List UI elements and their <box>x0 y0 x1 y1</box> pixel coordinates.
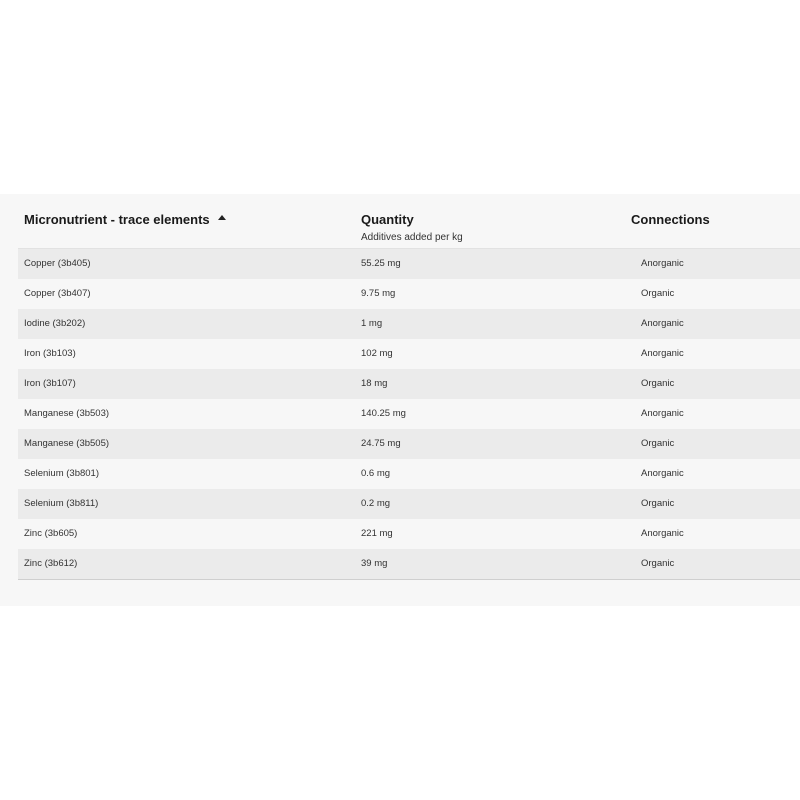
trace-elements-table <box>18 194 800 580</box>
header-quantity-label: Quantity <box>361 212 414 228</box>
table-body <box>18 248 800 580</box>
table-row <box>18 249 800 279</box>
table-row <box>18 429 800 459</box>
cell-micronutrient: Manganese (3b505) <box>24 438 110 449</box>
cell-micronutrient: Iron (3b107) <box>24 378 76 389</box>
cell-quantity: 221 mg <box>361 528 393 539</box>
table-row <box>18 399 800 429</box>
table-header <box>18 194 800 248</box>
cell-quantity: 0.2 mg <box>361 498 391 509</box>
cell-connection: Organic <box>641 438 675 449</box>
sort-ascending-icon[interactable] <box>218 215 226 220</box>
cell-micronutrient: Copper (3b405) <box>24 258 91 269</box>
cell-quantity: 9.75 mg <box>361 288 396 299</box>
cell-connection: Anorganic <box>641 468 684 479</box>
table-row <box>18 369 800 399</box>
table-row <box>18 309 800 339</box>
cell-connection: Anorganic <box>641 408 684 419</box>
cell-micronutrient: Zinc (3b605) <box>24 528 78 539</box>
cell-connection: Anorganic <box>641 528 684 539</box>
header-connections <box>631 211 710 229</box>
cell-quantity: 24.75 mg <box>361 438 401 449</box>
cell-quantity: 18 mg <box>361 378 388 389</box>
table-row <box>18 279 800 309</box>
table-row <box>18 459 800 489</box>
cell-connection: Organic <box>641 288 675 299</box>
cell-connection: Organic <box>641 498 675 509</box>
cell-connection: Anorganic <box>641 318 684 329</box>
cell-micronutrient: Iron (3b103) <box>24 348 76 359</box>
cell-quantity: 0.6 mg <box>361 468 391 479</box>
table-row <box>18 339 800 369</box>
cell-micronutrient: Selenium (3b811) <box>24 498 99 509</box>
table-row <box>18 519 800 549</box>
table-row <box>18 549 800 579</box>
cell-quantity: 55.25 mg <box>361 258 401 269</box>
cell-quantity: 39 mg <box>361 558 388 569</box>
trace-elements-panel <box>0 194 800 606</box>
header-connections-label: Connections <box>631 212 710 228</box>
cell-micronutrient: Copper (3b407) <box>24 288 91 299</box>
cell-micronutrient: Iodine (3b202) <box>24 318 86 329</box>
cell-quantity: 102 mg <box>361 348 393 359</box>
cell-quantity: 1 mg <box>361 318 383 329</box>
cell-micronutrient: Zinc (3b612) <box>24 558 78 569</box>
header-micronutrient-label[interactable]: Micronutrient - trace elements <box>24 212 210 228</box>
cell-quantity: 140.25 mg <box>361 408 406 419</box>
cell-micronutrient: Selenium (3b801) <box>24 468 99 479</box>
header-quantity-subtitle: Additives added per kg <box>361 232 463 243</box>
table-row <box>18 489 800 519</box>
cell-micronutrient: Manganese (3b503) <box>24 408 110 419</box>
cell-connection: Organic <box>641 558 675 569</box>
cell-connection: Organic <box>641 378 675 389</box>
cell-connection: Anorganic <box>641 348 684 359</box>
header-quantity <box>361 211 463 243</box>
cell-connection: Anorganic <box>641 258 684 269</box>
header-micronutrient <box>24 211 226 229</box>
